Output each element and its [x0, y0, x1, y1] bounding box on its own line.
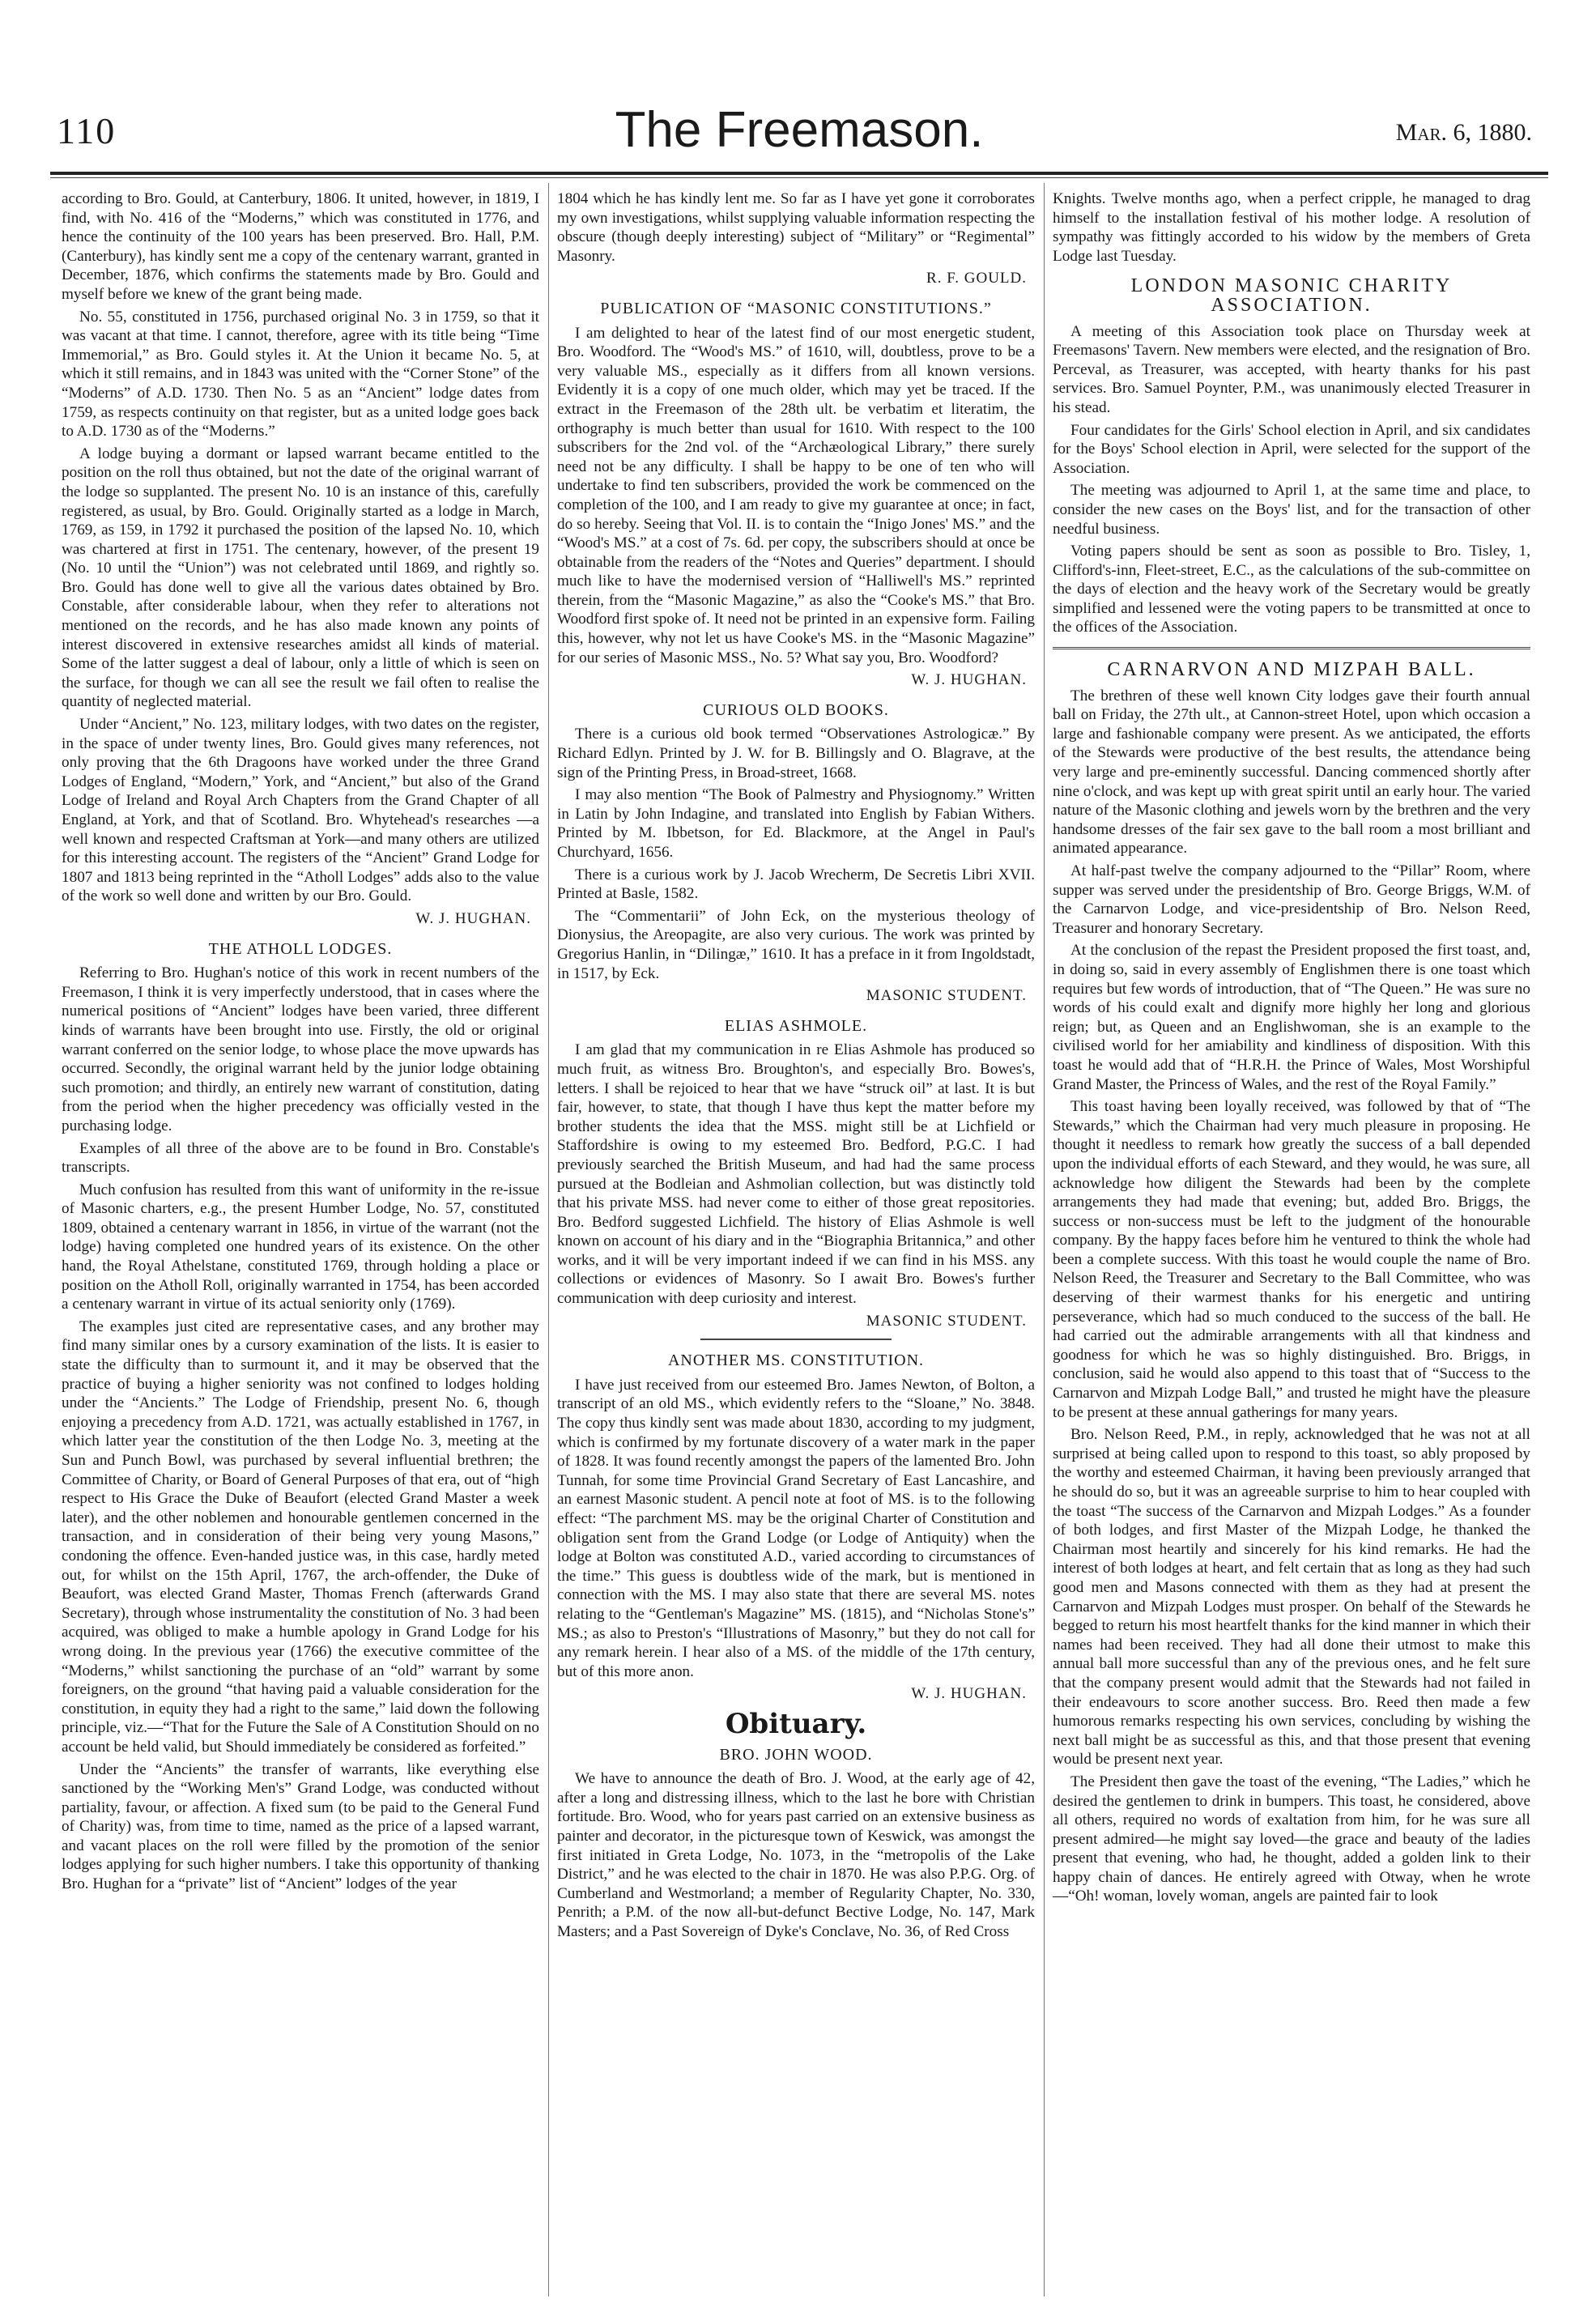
- author-signature: W. J. HUGHAN.: [911, 1685, 1027, 1703]
- article-heading: LONDON MASONIC CHARITY ASSOCIATION.: [1130, 275, 1453, 316]
- section-divider: [700, 1339, 892, 1340]
- author-signature: MASONIC STUDENT.: [866, 987, 1027, 1005]
- masthead-title: The Freemason.: [615, 102, 984, 158]
- column-3: [1053, 189, 1530, 2287]
- paragraph: 1804 which he has kindly lent me. So far as I have yet gone it corroborates my own investigations, whilst supplying valuable information respecting the obscure (though deeply interesting) subject of “Military” or “Regimental” Masonry.: [557, 190, 1035, 265]
- paragraph: The brethren of these well known City lodges gave their fourth annual ball on Friday, the 27th ult., at Cannon-street Hotel, upon which occasion a large and fashionable company were present. As we anticipated, the efforts of the Stewards were productive of the best results, the attendance being very large and pre-eminently successful. Dancing commenced shortly after nine o'clock, and was kept up with great spirit until an early hour. The varied nature of the Masonic clothing and jewels worn by the brethren and the very handsome dresses of the fair sex gave to the ball room a most brilliant and animated appearance.: [1053, 687, 1530, 858]
- paragraph: Referring to Bro. Hughan's notice of this work in recent numbers of the Freemason, I think it is very imperfectly understood, that in cases where the numerical positions of “Ancient” lodges have been varied, three different kinds of warrants have been brought into use. Firstly, the old or original warrant conferred on the senior lodge, to whose place the move upwards has occurred. Secondly, the original warrant held by the junior lodge obtaining such promotion; and thirdly, an entirely new warrant of constitution, dating from the period when the higher precedency was officially vested in the purchasing lodge.: [62, 964, 539, 1134]
- column-1: [62, 189, 539, 2287]
- page-header: [50, 101, 1548, 166]
- paragraph: The meeting was adjourned to April 1, at the same time and place, to consider the new cases on the Boys' list, and for the transaction of other needful business.: [1053, 482, 1530, 538]
- article-heading: PUBLICATION OF “MASONIC CONSTITUTIONS.”: [600, 299, 992, 317]
- paragraph: Under “Ancient,” No. 123, military lodges, with two dates on the register, in the space of under twenty lines, Bro. Gould gives many references, not only proving that the 6th Dragoons have worked under the three Grand Lodges of England, “Modern,” York, and “Ancient,” but also of the Grand Lodge of Ireland and Royal Arch Chapters from the Grand Chapter of all England, at York, and that of Scotland. Bro. Whytehead's researches —a well known and respected Craftsman at York—and many others are utilized for this interesting account. The registers of the “Ancient” Grand Lodge for 1807 and 1813 being reprinted in the “Atholl Lodges” adds also to the value of the work so well done and written by our Bro. Gould.: [62, 716, 539, 905]
- paragraph: I may also mention “The Book of Palmestry and Physiognomy.” Written in Latin by John Indagine, and translated into English by Fabian Withers. Printed by M. Ibbetson, for Ed. Blackmore, at the Angel in Paul's Churchyard, 1656.: [557, 786, 1035, 861]
- author-signature: W. J. HUGHAN.: [415, 909, 531, 927]
- paragraph: At half-past twelve the company adjourned to the “Pillar” Room, where supper was served under the presidentship of Bro. George Briggs, W.M. of the Carnarvon Lodge, and vice-presidentship of Bro. Nelson Reed, Treasurer and honorary Secretary.: [1053, 862, 1530, 937]
- obituary-heading: Obituary.: [725, 1707, 867, 1740]
- header-rule-thin: [50, 177, 1548, 178]
- paragraph: There is a curious old book termed “Observationes Astrologicæ.” By Richard Edlyn. Printed by J. W. for B. Billingsly and O. Blagrave, at the sign of the Printing Press, in Broad-street, 1668.: [557, 726, 1035, 781]
- article-heading: CURIOUS OLD BOOKS.: [703, 700, 889, 719]
- paragraph: Examples of all three of the above are to be found in Bro. Constable's transcripts.: [62, 1139, 539, 1177]
- issue-date: Mar. 6, 1880.: [1395, 119, 1532, 146]
- column-2: [557, 189, 1035, 2287]
- paragraph: We have to announce the death of Bro. J. Wood, at the early age of 42, after a long and distressing illness, which to the last he bore with Christian fortitude. Bro. Wood, who for years past carried on an extensive business as painter and decorator, in the picturesque town of Keswick, was amongst the first initiated in Greta Lodge, No. 1073, in the “metropolis of the Lake District,” and he was elected to the chair in 1870. He was also P.P.G. Org. of Cumberland and Westmorland; a member of Regularity Chapter, No. 330, Penrith; a P.M. of the now all-but-defunct Bective Lodge, No. 147, Mark Masters; and a Past Sovereign of Dyke's Conclave, No. 36, of Red Cross: [557, 1770, 1035, 1940]
- article-heading: CARNARVON AND MIZPAH BALL.: [1107, 659, 1476, 681]
- paragraph: A lodge buying a dormant or lapsed warrant became entitled to the position on the roll thus obtained, but not the date of the original warrant of the lodge so supplanted. The present No. 10 is an instance of this, carefully registered, as usual, by Bro. Gould. Originally started as a lodge in March, 1769, as 159, in 1792 it purchased the position of the lapsed No. 10, which was chartered at first in 1751. The centenary, however, of the present 19 (No. 10 until the “Union”) was not celebrated until 1869, and rightly so. Bro. Gould has done well to give all the various dates obtained by Bro. Constable, after considerable labour, when they refer to alterations not mentioned on the records, and he has also made known any points of interest discovered in extensive researches amidst all kinds of material. Some of the latter suggest a deal of labour, only a little of which is seen on the surface, for though we can all see the result we fail often to realise the quantity of neglected material.: [62, 445, 539, 711]
- paragraph: I am glad that my communication in re Elias Ashmole has produced so much fruit, as witness Bro. Broughton's, and especially Bro. Bowes's, letters. I shall be rejoiced to hear that we have “struck oil” at last. It is but fair, however, to state, that though I have thus kept the matter before my brother students the idea that the MSS. might still be at Lichfield or Staffordshire is owing to my esteemed Bro. Bedford, P.G.C. I had previously searched the British Museum, and had had the same process pursued at the Bodleian and Ashmolian collection, but was distinctly told that his private MSS. had never come to either of those great repositories. Bro. Bedford suggested Lichfield. The history of Elias Ashmole is well known on account of his diary and in the “Biographia Britannica,” and other works, and it will be very important indeed if we can find in his MSS. any collections or evidences of Masonry. So I await Bro. Bowes's further communication with deep curiosity and interest.: [557, 1041, 1035, 1308]
- article-heading: BRO. JOHN WOOD.: [719, 1745, 873, 1764]
- column-divider: [1044, 183, 1045, 2296]
- paragraph: No. 55, constituted in 1756, purchased original No. 3 in 1759, so that it was vacant at that time. I cannot, therefore, agree with its title being “Time Immemorial,” as Bro. Gould styles it. At the Union it became No. 5, at which it still remains, and in 1843 was united with the “Corner Stone” of the “Moderns” of A.D. 1730. Then No. 5 as an “Ancient” lodge dates from 1759, as respects continuity on that register, but as a united lodge goes back to A.D. 1730 as of the “Moderns.”: [62, 308, 539, 441]
- paragraph: This toast having been loyally received, was followed by that of “The Stewards,” which the Chairman had very much pleasure in proposing. He thought it needless to remark how greatly the success of a ball depended upon the individual efforts of each Steward, and they would, he was sure, all acknowledge how diligent the Stewards had been by the complete arrangements they had made that evening; but, added Bro. Briggs, the success or non-success must be left to the judgment of the honourable company. By the happy faces before him he ventured to think the whole had been a complete success. With this toast he would couple the name of Bro. Nelson Reed, the Treasurer and Secretary to the Ball Committee, who was deserving of their warmest thanks for his energetic and untiring perseverance, which had so much conduced to the success of the ball. He had carried out the admirable arrangements with all that kindness and goodness for which he was so highly distinguished. Bro. Briggs, in conclusion, said he would also append to this toast that of “Success to the Carnarvon and Mizpah Lodge Ball,” and trusted he might have the pleasure to be present at these annual gatherings for many years.: [1053, 1098, 1530, 1421]
- column-divider: [548, 183, 549, 2296]
- paragraph: A meeting of this Association took place on Thursday week at Freemasons' Tavern. New members were elected, and the resignation of Bro. Perceval, as Treasurer, was accepted, with hearty thanks for his past services. Bro. Samuel Poynter, P.M., was unanimously elected Treasurer in his stead.: [1053, 322, 1530, 416]
- paragraph: The President then gave the toast of the evening, “The Ladies,” which he desired the gentlemen to drink in bumpers. This toast, he considered, above all others, required no words of exaltation from him, for he was sure all present admired—he might say loved—the grace and beauty of the ladies present that evening, who had, he thought, added a golden link to their happy chain of dances. He entirely agreed with Otway, when he wrote—“Oh! woman, lovely woman, angels are painted fair to look: [1053, 1773, 1530, 1905]
- page-number: 110: [57, 110, 117, 151]
- paragraph: Bro. Nelson Reed, P.M., in reply, acknowledged that he was not at all surprised at being called upon to respond to this toast, so ably proposed by the worthy and esteemed Chairman, it having been previously arranged that he should do so, but it was an agreeable surprise to him to hear coupled with the toast “The success of the Carnarvon and Mizpah Lodges.” As a founder of both lodges, and first Master of the Mizpah Lodge, he thanked the Chairman most heartily and sincerely for his kind remarks. He had the interest of both lodges at heart, and felt certain that as long as they had such good men and Masons connected with them as they had at present the Carnarvon and Mizpah Lodges must prosper. On behalf of the Stewards he begged to return his most heartfelt thanks for the kind manner in which their names had been received. They had all done their utmost to make this annual ball more successful than any of the previous ones, and he felt sure that the company present would admit that the Stewards had not failed in their endeavours to score another success. Bro. Reed then made a few humorous remarks respecting his own services, concluding by wishing the next ball might be as successful as this, and that those present that evening would be present next year.: [1053, 1426, 1530, 1769]
- article-heading: THE ATHOLL LODGES.: [208, 939, 393, 958]
- paragraph: The examples just cited are representative cases, and any brother may find many similar ones by a cursory examination of the lists. It is easier to state the difficulty than to surmount it, and it may be observed that the practice of buying a higher seniority was not confined to lodges holding under the “Ancients.” The Lodge of Friendship, present No. 6, though enjoying a precedency from A.D. 1721, was actually established in 1767, in which latter year the constitution of the then Lodge No. 3, meeting at the Sun and Punch Bowl, was purchased by several influential brethren; the Committee of Charity, or Board of General Purposes of that era, out of “high respect to His Grace the Duke of Beaufort (elected Grand Master a week later), and the other noblemen and honourable gentlemen concerned in the transaction, and in consideration of their being very young Masons,” condoning the offence. Even-handed justice was, in this case, hardly meted out, for whilst on the 15th April, 1767, the arch-offender, the Duke of Beaufort, was elected Grand Master, Thomas French (afterwards Grand Secretary), through whose instrumentality the constitution of No. 3 had been acquired, was obliged to make a humble apology in Grand Lodge for his wrong doing. In the previous year (1766) the executive committee of the “Moderns,” whilst sanctioning the purchase of an “old” warrant by some foreigners, on the ground “that having paid a valuable consideration for the constitution, in equity they had a right to the same,” laid down the following principle, viz.—“That for the Future the Sale of A Constitution Should on no account be held valid, but Should immediately be considered as forfeited.”: [62, 1317, 539, 1756]
- paragraph: At the conclusion of the repast the President proposed the first toast, and, in doing so, said in every assembly of Englishmen there is one toast which requires but few words of introduction, that of “The Queen.” He was sure no words of his could exalt and dignify more highly her long and glorious reign; but, as Queen and an Englishwoman, she is an example to the civilised world for her amiability and kindliness of disposition. With this toast he would add that of “H.R.H. the Prince of Wales, Most Worshipful Grand Master, the Princess of Wales, and the rest of the Royal Family.”: [1053, 942, 1530, 1093]
- header-rule: [50, 172, 1548, 175]
- paragraph: Under the “Ancients” the transfer of warrants, like everything else sanctioned by the “Working Men's” Grand Lodge, was conducted without partiality, favour, or affection. A fixed sum (to be paid to the General Fund of Charity) was, from time to time, named as the price of a lapsed warrant, and vacant places on the roll were filled by the promotion of the senior lodges applying for such higher numbers. I take this opportunity of thanking Bro. Hughan for a “private” list of “Ancient” lodges of the year: [62, 1760, 539, 1893]
- paragraph: I have just received from our esteemed Bro. James Newton, of Bolton, a transcript of an old MS., which evidently refers to the “Sloane,” No. 3848. The copy thus kindly sent was made about 1830, according to my judgment, which is confirmed by my fortunate discovery of a water mark in the paper of 1828. It was found recently amongst the papers of the lamented Bro. John Tunnah, for some time Provincial Grand Secretary of East Lancashire, and an earnest Masonic student. A pencil note at foot of MS. is to the following effect: “The parchment MS. may be the original Charter of Constitution and obligation sent from the Grand Lodge (or Lodge of Antiquity) when the lodge at Bolton was constituted A.D., varied according to circumstances of the time.” This guess is doubtless wide of the mark, but is mentioned in connection with the MS. I may also state that there are several MS. notes relating to the “Gentleman's Magazine” MS. (1815), and “Nicholas Stone's” MS.; as also to Preston's “Illustrations of Masonry,” but they do not call for any remark herein. I hear also of a MS. of the middle of the 17th century, but of this more anon.: [557, 1376, 1035, 1680]
- section-divider: [1053, 647, 1530, 649]
- author-signature: MASONIC STUDENT.: [866, 1312, 1027, 1330]
- paragraph: Knights. Twelve months ago, when a perfect cripple, he managed to drag himself to the installation festival of his mother lodge. A resolution of sympathy was fittingly accorded to his widow by the members of Greta Lodge last Tuesday.: [1053, 190, 1530, 265]
- paragraph: Voting papers should be sent as soon as possible to Bro. Tisley, 1, Clifford's-inn, Fleet-street, E.C., as the calculations of the sub-committee on the days of election and the heavy work of the Secretary would be greatly simplified and lessened were the voting papers to be transmitted at once to the offices of the Association.: [1053, 543, 1530, 636]
- paragraph: The “Commentarii” of John Eck, on the mysterious theology of Dionysius, the Areopagite, are also very curious. The work was printed by Gregorius Hanlin, in “Dilingæ,” 1610. It has a preface in it from Ingoldstadt, in 1517, by Eck.: [557, 907, 1035, 982]
- article-heading: ANOTHER MS. CONSTITUTION.: [667, 1351, 925, 1370]
- paragraph: Four candidates for the Girls' School election in April, and six candidates for the Boys' School election in April, were selected for the support of the Association.: [1053, 421, 1530, 477]
- paragraph: There is a curious work by J. Jacob Wrecherm, De Secretis Libri XVII. Printed at Basle, 1582.: [557, 866, 1035, 903]
- author-signature: R. F. GOULD.: [926, 270, 1027, 287]
- paragraph: according to Bro. Gould, at Canterbury, 1806. It united, however, in 1819, I find, with No. 416 of the “Moderns,” which was constituted in 1776, and hence the continuity of the 100 years has been preserved. Bro. Hall, P.M. (Canterbury), has kindly sent me a copy of the centenary warrant, granted in December, 1876, which confirms the statements made by Bro. Gould and myself before we knew of the grant being made.: [62, 190, 539, 303]
- article-heading: ELIAS ASHMOLE.: [724, 1016, 868, 1035]
- paragraph: Much confusion has resulted from this want of uniformity in the re-issue of Masonic charters, e.g., the present Humber Lodge, No. 57, constituted 1809, obtained a centenary warrant in 1856, in virtue of the warrant (not the lodge) having completed one hundred years of its existence. On the other hand, the Royal Athelstane, constituted 1769, through holding a place or position on the Atholl Roll, originally warranted in 1754, has been accorded a centenary warrant in virtue of its actual seniority only (1769).: [62, 1181, 539, 1313]
- paragraph: I am delighted to hear of the latest find of our most energetic student, Bro. Woodford. The “Wood's MS.” of 1610, will, doubtless, prove to be a very valuable MS., especially as it differs from all known versions. Evidently it is a copy of one much older, which may yet be traced. If the extract in the Freemason of the 28th ult. be verbatim et literatim, the orthography is much better than usual for 1610. With respect to the 100 subscribers for the 2nd vol. of the “Archæological Library,” there surely need not be any difficulty. I shall be happy to be one of ten who will undertake to find ten subscribers, provided the work be commenced on the completion of the 100, and I am ready to give my guarantee at once; in fact, do so hereby. Seeing that Vol. II. is to contain the “Inigo Jones' MS.” and the “Wood's MS.” at a cost of 7s. 6d. per copy, the subscribers should at once be obtainable from the readers of the “Notes and Queries” department. I should much like to have the modernised version of “Halliwell's MS.” reprinted therein, from the “Masonic Magazine,” as also the “Cooke's MS.” that Bro. Woodford first spoke of. It need not be printed in an expensive form. Failing this, however, why not let us have Cooke's MS. in the “Masonic Magazine” for our series of Masonic MSS., No. 5? What say you, Bro. Woodford?: [557, 324, 1035, 666]
- author-signature: W. J. HUGHAN.: [911, 671, 1027, 689]
